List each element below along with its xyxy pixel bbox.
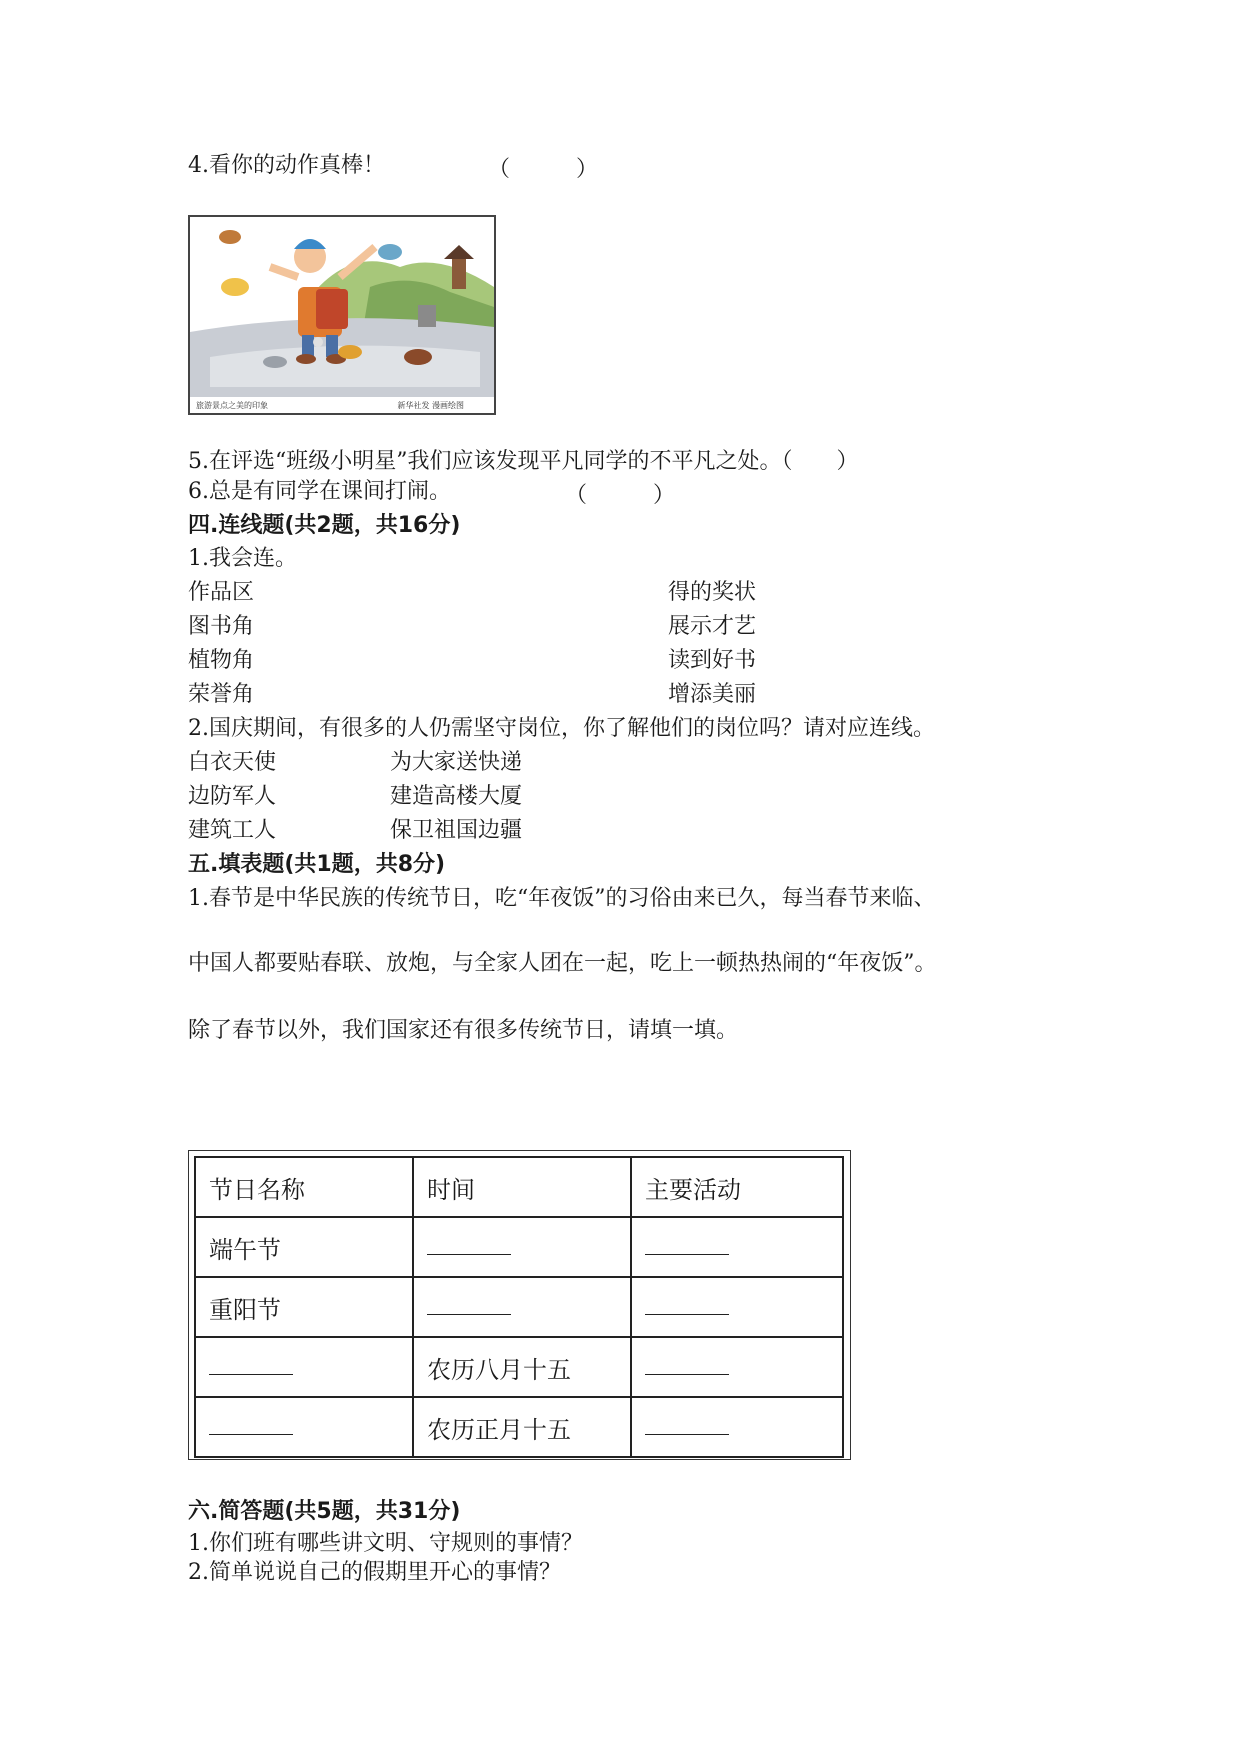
table-row [195, 1397, 843, 1457]
short-answer-q2: 2.简单说说自己的假期里开心的事情？ [188, 1560, 561, 1585]
question-5-text: 5.在评选“班级小明星”我们应该发现平凡同学的不平凡之处。（ ） [188, 449, 859, 474]
matching-left-item[interactable]: 作品区 [188, 580, 255, 605]
table-row [195, 1217, 843, 1277]
littering-tourist-illustration [188, 215, 496, 415]
question-6-answer-parens[interactable]: （ ） [565, 483, 676, 508]
job-left-item[interactable]: 建筑工人 [188, 818, 277, 843]
section-5-paragraph-3: 除了春节以外，我们国家还有很多传统节日，请填一填。 [188, 1018, 739, 1043]
festival-date-cell: 农历正月十五 [413, 1397, 631, 1457]
section-5-paragraph-2: 中国人都要贴春联、放炮，与全家人团在一起，吃上一顿热热闹的“年夜饭”。 [188, 951, 937, 976]
matching-left-item[interactable]: 图书角 [188, 614, 255, 639]
blank-cell[interactable] [195, 1397, 413, 1457]
job-left-item[interactable]: 白衣天使 [188, 750, 277, 775]
question-6-text: 6.总是有同学在课间打闹。 [188, 479, 451, 504]
festival-date-cell: 农历八月十五 [413, 1337, 631, 1397]
blank-cell[interactable] [631, 1277, 843, 1337]
table-header-cell: 主要活动 [631, 1157, 843, 1217]
blank-cell[interactable] [413, 1277, 631, 1337]
festival-table [194, 1156, 844, 1458]
job-right-item[interactable]: 建造高楼大厦 [390, 784, 523, 809]
blank-cell[interactable] [631, 1397, 843, 1457]
section-4-title: 四.连线题(共2题，共16分) [188, 513, 461, 538]
matching-left-item[interactable]: 植物角 [188, 648, 255, 673]
section-6-title: 六.简答题(共5题，共31分) [188, 1499, 461, 1524]
section-5-title: 五.填表题(共1题，共8分) [188, 852, 446, 877]
festival-name-cell: 端午节 [195, 1217, 413, 1277]
matching-q2-prompt: 2.国庆期间，有很多的人仍需坚守岗位，你了解他们的岗位吗？请对应连线。 [188, 716, 935, 741]
table-header-cell: 时间 [413, 1157, 631, 1217]
section-5-paragraph-1: 1.春节是中华民族的传统节日，吃“年夜饭”的习俗由来已久，每当春节来临、 [188, 886, 936, 911]
job-left-item[interactable]: 边防军人 [188, 784, 277, 809]
table-header-row [195, 1157, 843, 1217]
table-row [195, 1337, 843, 1397]
matching-right-item[interactable]: 展示才艺 [668, 614, 757, 639]
matching-right-item[interactable]: 得的奖状 [668, 580, 757, 605]
job-right-item[interactable]: 保卫祖国边疆 [390, 818, 523, 843]
answer-blank[interactable] [209, 1420, 293, 1435]
short-answer-q1: 1.你们班有哪些讲文明、守规则的事情？ [188, 1531, 583, 1556]
matching-right-item[interactable]: 读到好书 [668, 648, 757, 673]
festival-name-cell: 重阳节 [195, 1277, 413, 1337]
question-4-text: 4.看你的动作真棒！ [188, 153, 385, 178]
blank-cell[interactable] [195, 1337, 413, 1397]
answer-blank[interactable] [427, 1300, 511, 1315]
illustration-caption-left: 旅游景点之美的印象 [196, 401, 268, 410]
job-right-item[interactable]: 为大家送快递 [390, 750, 523, 775]
table-header-cell: 节日名称 [195, 1157, 413, 1217]
matching-left-item[interactable]: 荣誉角 [188, 682, 255, 707]
blank-cell[interactable] [631, 1337, 843, 1397]
illustration-graphic [190, 217, 494, 413]
answer-blank[interactable] [427, 1240, 511, 1255]
answer-blank[interactable] [645, 1360, 729, 1375]
answer-blank[interactable] [209, 1360, 293, 1375]
question-4-answer-parens[interactable]: （ ） [488, 157, 599, 182]
answer-blank[interactable] [645, 1240, 729, 1255]
illustration-caption-right: 新华社发 漫画绘图 [397, 401, 464, 410]
answer-blank[interactable] [645, 1420, 729, 1435]
blank-cell[interactable] [413, 1217, 631, 1277]
matching-right-item[interactable]: 增添美丽 [668, 682, 757, 707]
matching-q1-prompt: 1.我会连。 [188, 546, 297, 571]
blank-cell[interactable] [631, 1217, 843, 1277]
answer-blank[interactable] [645, 1300, 729, 1315]
table-row [195, 1277, 843, 1337]
